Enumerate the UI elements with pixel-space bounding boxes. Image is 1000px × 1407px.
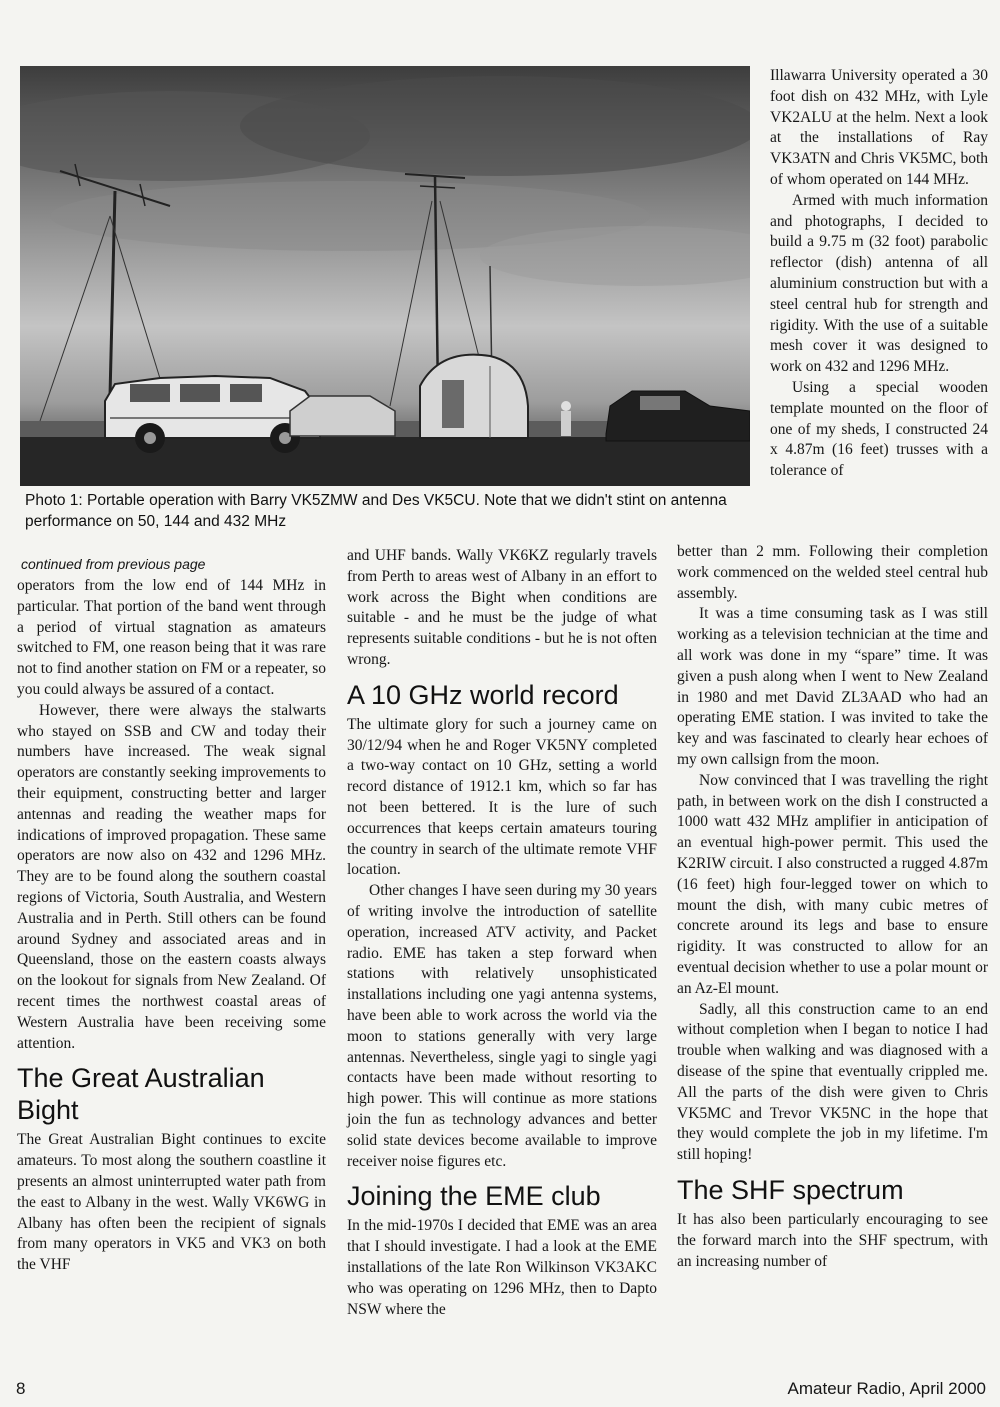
column-1: [17, 554, 326, 1276]
paragraph: The Great Australian Bight continues to excite amateurs. To most along the southern coastline it presents an almost uninterrupted water path from the east to Albany in the west. Wally VK6WG in Albany has often been the recipient of signals from many operators in VK5 and VK3 on both the VHF: [17, 1131, 326, 1274]
paragraph: The ultimate glory for such a journey came on 30/12/94 when he and Roger VK5NY completed a two-way contact on 10 GHz, setting a world record distance of 1912.1 km, which so far has not been bettered. It is the lure of such occurrences that keeps certain amateurs touring the country in search of the ultimate remote VHF location.: [347, 715, 657, 879]
photo-illustration: [20, 66, 750, 486]
paragraph: Using a special wooden template mounted on the floor of one of my sheds, I constructed 24 x 4.87m (16 feet) trusses with a tolerance of: [770, 378, 988, 480]
section-heading-eme-club: Joining the EME club: [347, 1181, 601, 1212]
section-heading-shf-spectrum: The SHF spectrum: [677, 1174, 904, 1205]
paragraph: It has also been particularly encouraging to see the forward march into the SHF spectrum, with an increasing number of: [677, 1210, 988, 1270]
right-column-top: [770, 66, 988, 482]
column-3: [677, 542, 988, 1272]
section-heading-great-australian-bight: The Great Australian Bight: [17, 1063, 265, 1126]
page-number: 8: [16, 1379, 26, 1398]
paragraph: and UHF bands. Wally VK6KZ regularly travels from Perth to areas west of Albany in an effort to work across the Bight when conditions are suitable - and he must be the judge of what represents suitable conditions - but he is not often wrong.: [347, 547, 657, 668]
magazine-issue: Amateur Radio, April 2000: [787, 1379, 986, 1398]
paragraph: Sadly, all this construction came to an end without completion when I began to notice I had trouble when walking and was diagnosed with a disease of the spine that eventually crippled me. All the parts of the dish were given to Chris VK5MC and Trevor VK5NC in the hope that they would complete the job in my lifetime. I'm still hoping!: [677, 1000, 988, 1164]
paragraph: It was a time consuming task as I was still working as a television technician at the time and all work was done in my “spare” time. It was given a push along when I went to New Zealand in 1980 and met David ZL3AAD who had an operating EME station. I was invited to take the key and was fascinated to clearly hear echoes of my own callsign from the moon.: [677, 605, 988, 768]
paragraph: better than 2 mm. Following their completion work commenced on the welded steel central hub assembly.: [677, 543, 988, 602]
section-heading-10ghz-record: A 10 GHz world record: [347, 679, 619, 710]
continued-note: continued from previous page: [21, 556, 206, 572]
column-2: [347, 546, 657, 1320]
photo-portable-operation: [20, 66, 750, 486]
paragraph: Other changes I have seen during my 30 years of writing involve the introduction of satellite operation, increased ATV activity, and Packet radio. EME has taken a step forward when stations with relatively unsophisticated installations including one yagi antenna systems, have been able to work across the world via the moon to stations generally with very large antennas. Nevertheless, single yagi to single yagi contacts have been made without resorting to high power. This will continue as more stations join the fun as technology advances and better solid state devices become available to improve receiver noise figures etc.: [347, 882, 657, 1170]
paragraph: However, there were always the stalwarts who stayed on SSB and CW and today their numbers have increased. The weak signal operators are constantly seeking improvements to their equipment, constructing better and larger antennas and reading the weather maps for indications of improved propagation. These same operators are now also on 432 and 1296 MHz. They are to be found along the southern coastal regions of Victoria, South Australia, and Western Australia and in Perth. Still others can be found around Sydney and associated areas and in Queensland, those on the eastern coasts always on the lookout for signals from New Zealand. Of recent times the northwest coastal areas of Western Australia have been receiving some attention.: [17, 701, 326, 1052]
paragraph: In the mid-1970s I decided that EME was an area that I should investigate. I had a look at the EME installations of the late Ron Wilkinson VK3AKC who was operating on 1296 MHz, then to Dapto NSW where the: [347, 1217, 657, 1318]
paragraph: Illawarra University operated a 30 foot dish on 432 MHz, with Lyle VK2ALU at the helm. Next a look at the installations of Ray VK3ATN and Chris VK5MC, both of whom operated on 144 MHz.: [770, 67, 988, 188]
photo-caption: Photo 1: Portable operation with Barry VK5ZMW and Des VK5CU. Note that we didn't stint on antenna performance on 50, 144 and 432 MHz: [25, 492, 727, 530]
paragraph: Now convinced that I was travelling the right path, in between work on the dish I constructed a 1000 watt 432 MHz amplifier in anticipation of an eventual high-power permit. This used the K2RIW circuit. I also constructed a rugged 4.87m (16 feet) high four-legged tower on which to mount the dish, with many cubic metres of concrete around its legs and base to ensure rigidity. It was constructed to allow for an eventual decision whether to use a polar mount or an Az-El mount.: [677, 771, 988, 997]
paragraph: Armed with much information and photographs, I decided to build a 9.75 m (32 foot) parabolic reflector (dish) antenna of all aluminium construction but with a steel central hub for strength and rigidity. With the use of a suitable mesh cover it was designed to work on 432 and 1296 MHz.: [770, 191, 988, 376]
paragraph: operators from the low end of 144 MHz in particular. That portion of the band went through a period of virtual stagnation as amateurs switched to FM, one reason being that it was rare not to find another station on FM or a repeater, so you could always be assured of a contact.: [17, 577, 326, 698]
